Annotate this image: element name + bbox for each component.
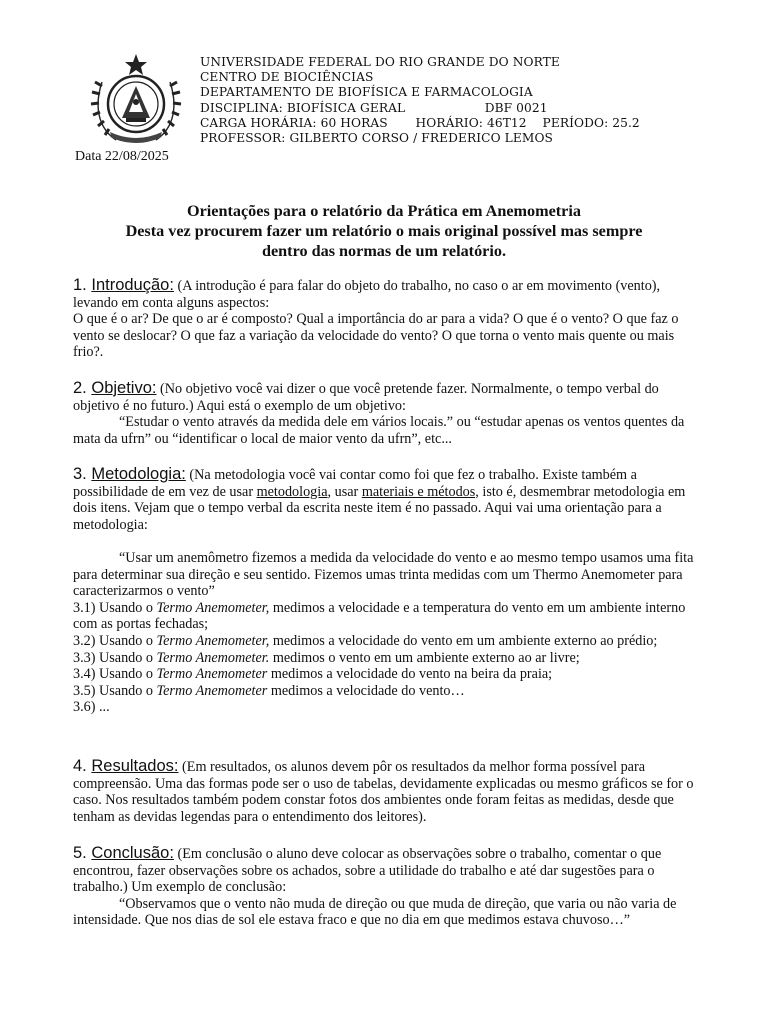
section-heading: Resultados: xyxy=(91,757,179,775)
title-line-2: Desta vez procurem fazer um relatório o mais original possível mas sempre xyxy=(125,222,643,240)
item-prefix: 3.1) Usando o xyxy=(73,599,157,616)
list-item xyxy=(73,683,695,700)
list-item xyxy=(73,650,695,667)
item-text: medimos a velocidade do vento… xyxy=(267,682,465,699)
methodology-quote: “Usar um anemômetro fizemos a medida da velocidade do vento e ao mesmo tempo usamos uma fita para determinar sua direção e seu sentido. Fizemos umas trinta medidas com um Thermo Anemometer para caracterizarmos o vento” xyxy=(73,549,694,600)
item-instrument: Termo Anemometer, xyxy=(156,599,270,616)
list-item xyxy=(73,633,695,650)
section-heading: Introdução: xyxy=(91,276,174,294)
title-line-3: dentro das normas de um relatório. xyxy=(261,242,506,260)
section-text: isto é, desmembrar metodologia em dois itens. Vejam que o tempo verbal da escrita neste item é no passado. Aqui vai uma orientação para a metodologia: xyxy=(73,483,686,533)
spacer xyxy=(73,533,695,550)
underlined-term-materials: materiais e métodos, xyxy=(361,483,479,500)
section-results xyxy=(73,758,695,825)
section-text: , usar xyxy=(327,483,362,500)
item-text: medimos o vento em um ambiente externo ao ar livre; xyxy=(269,649,580,666)
underlined-term-methodology: metodologia xyxy=(256,483,328,500)
institution-header xyxy=(200,55,640,146)
section-number: 2. xyxy=(73,379,92,397)
conclusion-example: “Observamos que o vento não muda de direção ou que muda de direção, que varia ou não varia de intensidade. Que nos dias de sol ele estava fraco e que no dia em que medimos estava chuvoso…” xyxy=(73,895,677,929)
objective-example: “Estudar o vento através da medida dele em vários locais.” ou “estudar apenas os ventos quentes da mata da ufrn” ou “identificar o local de maior vento da ufrn”, etc... xyxy=(73,414,685,447)
list-item xyxy=(73,600,695,633)
document-date: Data 22/08/2025 xyxy=(75,149,169,164)
item-prefix: 3.3) Usando o xyxy=(73,649,157,666)
item-instrument: Termo Anemometer. xyxy=(156,649,270,666)
header-line-department: DEPARTAMENTO DE BIOFÍSICA E FARMACOLOGIA xyxy=(200,85,533,100)
section-text: (Na metodologia você vai contar como foi que fez o trabalho. Existe também a possibilidade de em vez de usar xyxy=(73,467,637,500)
section-text: (Em conclusão o aluno deve colocar as observações sobre o trabalho, comentar o que encontrou, fazer observações sobre os achados, sobre a utilidade do trabalho e até dar sugestões para o trabalho.) Um exemplo de conclusão: xyxy=(73,846,662,896)
item-text: medimos a velocidade do vento na beira da praia; xyxy=(267,666,553,683)
item-text: medimos a velocidade do vento em um ambiente externo ao prédio; xyxy=(269,632,658,649)
section-heading: Metodologia: xyxy=(91,465,186,483)
methodology-paragraph xyxy=(73,466,695,533)
item-instrument: Termo Anemometer xyxy=(156,682,268,699)
item-prefix: 3.5) Usando o xyxy=(73,682,157,699)
section-methodology xyxy=(73,466,695,716)
section-introduction xyxy=(73,277,695,361)
conclusion-paragraph xyxy=(73,845,695,896)
header-line-professor: PROFESSOR: GILBERTO CORSO / FREDERICO LEMOS xyxy=(200,131,553,146)
item-text: medimos a velocidade e a temperatura do vento em um ambiente interno com as portas fechadas; xyxy=(73,599,686,633)
section-heading: Objetivo: xyxy=(91,379,157,397)
item-instrument: Termo Anemometer, xyxy=(156,632,270,649)
introduction-paragraph xyxy=(73,277,695,311)
item-prefix: 3.4) Usando o xyxy=(73,666,157,683)
objective-paragraph xyxy=(73,380,695,414)
section-heading: Conclusão: xyxy=(91,844,174,862)
section-number: 4. xyxy=(73,757,92,775)
section-text: (No objetivo você vai dizer o que você pretende fazer. Normalmente, o tempo verbal do objetivo é no futuro.) Aqui está o exemplo de um objetivo: xyxy=(73,381,659,414)
section-text: (A introdução é para falar do objeto do trabalho, no caso o ar em movimento (vento), levando em conta alguns aspectos: xyxy=(73,278,661,311)
item-instrument: Termo Anemometer xyxy=(156,666,268,683)
header-line-discipline: DISCIPLINA: BIOFÍSICA GERAL DBF 0021 xyxy=(200,100,548,115)
title-line-1: Orientações para o relatório da Prática em Anemometria xyxy=(187,202,581,220)
section-number: 1. xyxy=(73,276,92,294)
document-title xyxy=(60,201,708,261)
results-paragraph xyxy=(73,758,695,825)
section-number: 5. xyxy=(73,844,92,862)
section-text: (Em resultados, os alunos devem pôr os resultados da melhor forma possível para compreensão. Uma das formas pode ser o uso de tabelas, devidamente explicadas ou mesmo gráficos se for o caso. Nos resultados também podem constar fotos dos ambientes onde foram feitas as medidas, desde que tenham as devidas legendas para o entendimento dos leitores). xyxy=(73,759,694,825)
section-conclusion xyxy=(73,845,695,929)
university-seal-logo xyxy=(86,52,186,146)
header-line-university: UNIVERSIDADE FEDERAL DO RIO GRANDE DO NORTE xyxy=(200,55,560,69)
header-line-workload: CARGA HORÁRIA: 60 HORAS HORÁRIO: 46T12 PERÍODO: 25.2 xyxy=(200,115,640,130)
introduction-questions: O que é o ar? De que o ar é composto? Qual a importância do ar para a vida? O que é o vento? O que faz o vento se deslocar? O que faz a variação da velocidade do vento? O que torna o vento mais quente ou mais frio?. xyxy=(73,311,679,361)
list-item xyxy=(73,666,695,683)
section-number: 3. xyxy=(73,465,92,483)
section-objective xyxy=(73,380,695,447)
header-line-center: CENTRO DE BIOCIÊNCIAS xyxy=(200,70,374,85)
item-prefix: 3.2) Usando o xyxy=(73,632,157,649)
list-item: 3.6) ... xyxy=(73,699,110,716)
